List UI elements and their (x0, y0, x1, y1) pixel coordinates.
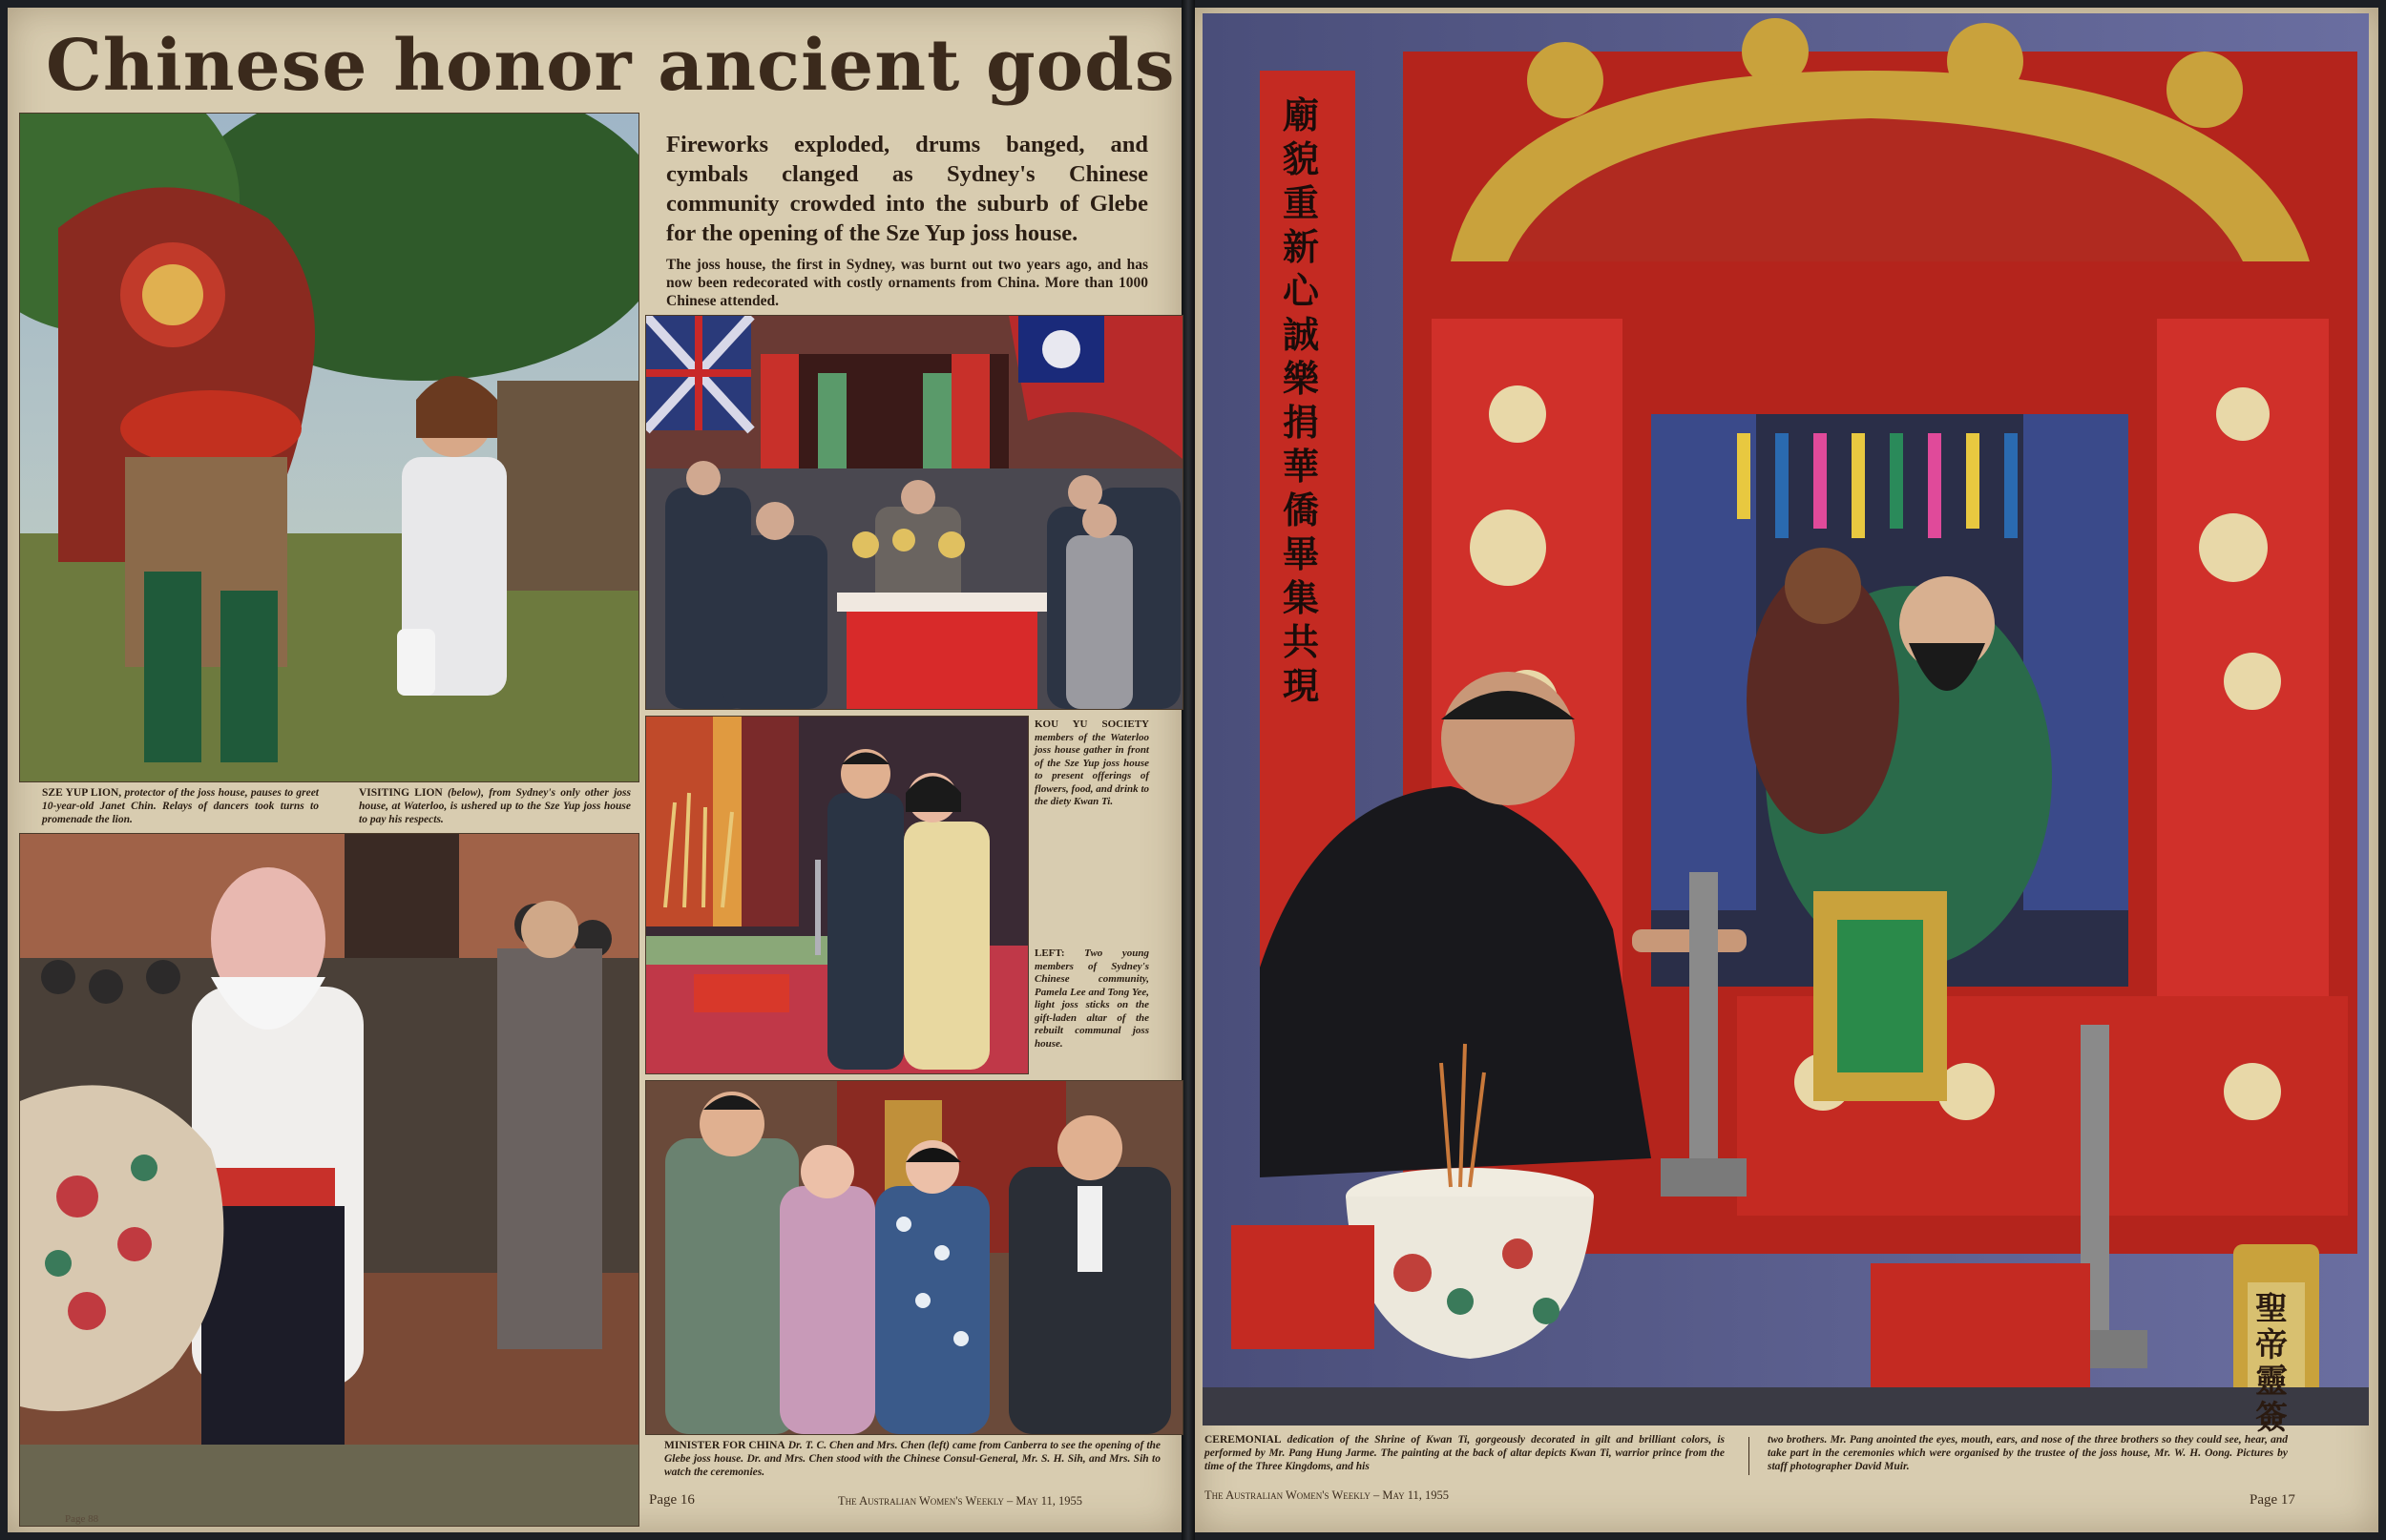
young-members-illustration (646, 717, 1028, 1073)
caption-sze-yup-lion-lead: SZE YUP LION, (42, 787, 122, 799)
caption-ceremonial-continued: two brothers. Mr. Pang anointed the eyes, mouth, ears, and nose of the three brothers so they could see, hear, and take part in the ceremonies which were organised by the trustee of the joss house, Mr. W. H. Oong. Pictures by staff photographer David Muir. (1768, 1434, 2288, 1472)
caption-divider (1748, 1437, 1749, 1475)
intro-lead: Fireworks exploded, drums banged, and cymbals clanged as Sydney's Chinese community crowded into the suburb of Glebe for the opening of the Sze Yup joss house. (666, 132, 1148, 246)
gathering-illustration (646, 316, 1183, 709)
caption-minister-text: Dr. T. C. Chen and Mrs. Chen (left) came from Canberra to see the opening of the Glebe joss house. Dr. and Mrs. Chen stood with the Chinese Consul-General, Mr. S. H. Sih, and Mrs. Sih to watch the ceremonies. (664, 1440, 1162, 1478)
left-page (8, 8, 1182, 1532)
photo-kou-yu-gathering (645, 315, 1183, 710)
visiting-lion-illustration (20, 834, 638, 1526)
photo-visiting-lion (19, 833, 639, 1527)
caption-minister (664, 1439, 1161, 1479)
caption-kou-yu-lead: KOU YU SOCIETY (1035, 718, 1149, 730)
urn-label: 聖帝靈簽 (2255, 1290, 2288, 1437)
caption-kou-yu (1035, 718, 1149, 809)
chinese-vertical-banner: 廟貌重新心誠樂捐華僑畢集共現 (1282, 94, 1319, 707)
caption-ceremonial-text: dedication of the Shrine of Kwan Ti, gorgeously decorated in gilt and brilliant colors, is performed by Mr. Pang Hung Jarme. The painting at the back of altar depicts Kwan Ti, warrior prince from the time of the Three Kingdoms, and his (1204, 1434, 1726, 1472)
folio-left-magazine: The Australian Women's Weekly – May 11, 1955 (838, 1494, 1083, 1508)
shrine-illustration (1203, 13, 2369, 1426)
lion-photo-illustration (20, 114, 638, 781)
caption-visiting-lion-text: (below), from Sydney's only other joss house, at Waterloo, is ushered up to the Sze Yup joss house to pay his respects. (359, 787, 631, 825)
magazine-spine (1182, 0, 1195, 1540)
photo-minister-for-china (645, 1080, 1183, 1435)
caption-ceremonial-col2 (1768, 1433, 2288, 1473)
folio-right-magazine: The Australian Women's Weekly – May 11, 1955 (1204, 1488, 1450, 1502)
headline: Chinese honor ancient gods (46, 25, 1176, 107)
caption-sze-yup-lion-text: protector of the joss house, pauses to greet 10-year-old Janet Chin. Relays of dancers took turns to promenade the lion. (42, 787, 319, 825)
photo-sze-yup-lion (19, 113, 639, 782)
folio-left-page-number: Page 16 (649, 1492, 695, 1508)
intro-body: The joss house, the first in Sydney, was burnt out two years ago, and has now been redecorated with costly ornaments from China. More than 1000 Chinese attended. (666, 257, 1148, 309)
caption-sze-yup-lion (42, 786, 319, 826)
caption-left-lead: LEFT: (1035, 947, 1065, 959)
caption-left-two-members (1035, 947, 1149, 1051)
photo-shrine-of-kwan-ti (1203, 13, 2369, 1426)
minister-illustration (646, 1081, 1183, 1434)
caption-ceremonial-col1 (1204, 1433, 1725, 1473)
folio-right-page-number: Page 17 (2250, 1492, 2295, 1508)
folio-left-corner: Page 88 (65, 1513, 99, 1525)
photo-young-members (645, 716, 1029, 1074)
caption-visiting-lion-lead: VISITING LION (359, 787, 443, 799)
caption-minister-lead: MINISTER FOR CHINA (664, 1440, 785, 1451)
caption-kou-yu-text: members of the Waterloo joss house gather in front of the Sze Yup joss house to present offerings of flowers, food, and drink to the diety Kwan Ti. (1035, 731, 1149, 807)
caption-visiting-lion (359, 786, 631, 826)
right-page (1195, 8, 2378, 1532)
intro-text-block (666, 130, 1148, 310)
caption-ceremonial-lead: CEREMONIAL (1204, 1434, 1282, 1446)
caption-left-text: Two young members of Sydney's Chinese community, Pamela Lee and Tong Yee, light joss sticks on the gift-laden altar of the rebuilt communal joss house. (1035, 947, 1149, 1050)
